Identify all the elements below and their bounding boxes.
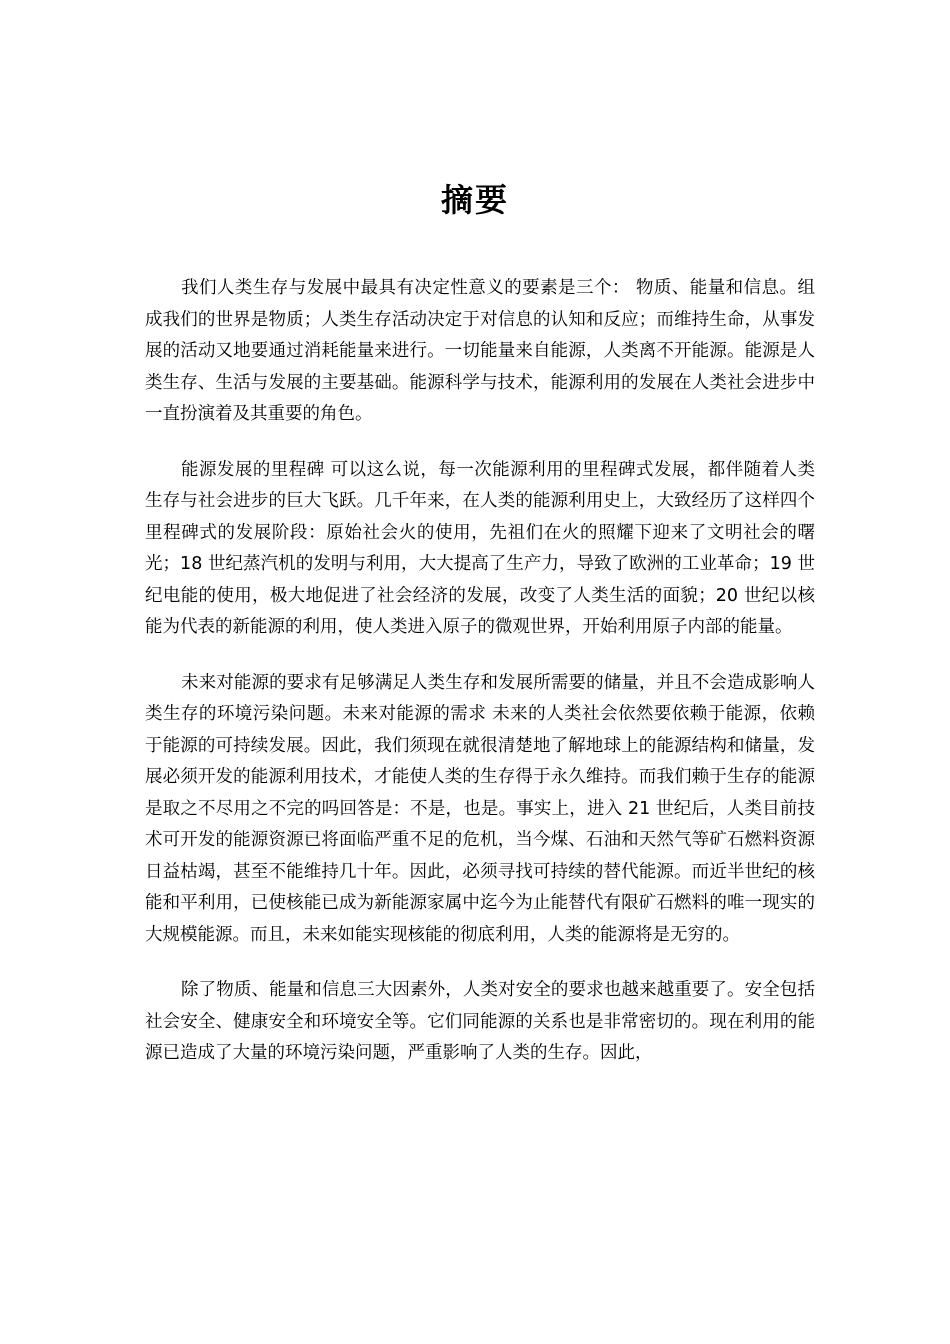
paragraph-3: 未来对能源的要求有足够满足人类生存和发展所需要的储量，并且不会造成影响人类生存的环境污染问题。未来对能源的需求 未来的人类社会依然要依赖于能源，依赖于能源的可持续发展。因此，我们须现在就很清楚地了解地球上的能源结构和储量，发展必须开发的能源利用技术，才能使人类的生存得于永久维持。而我们赖于生存的能源是取之不尽用之不完的吗回答是：不是，也是。事实上，进入 21 世纪后，人类目前技术可开发的能源资源已将面临严重不足的危机，当今煤、石油和天然气等矿石燃料资源日益枯竭，甚至不能维持几十年。因此，必须寻找可持续的替代能源。而近半世纪的核能和平利用，已使核能已成为新能源家属中迄今为止能替代有限矿石燃料的唯一现实的大规模能源。而且，未来如能实现核能的彻底利用，人类的能源将是无穷的。 [145,672,815,945]
paragraph-4: 除了物质、能量和信息三大因素外，人类对安全的要求也越来越重要了。安全包括社会安全、健康安全和环境安全等。它们同能源的关系也是非常密切的。现在利用的能源已造成了大量的环境污染问题，严重影响了人类的生存。因此， [145,980,815,1063]
page-title: 摘要 [440,181,509,219]
abstract-body [145,273,815,1070]
paragraph-2: 能源发展的里程碑 可以这么说，每一次能源利用的里程碑式发展，都伴随着人类生存与社会进步的巨大飞跃。几千年来，在人类的能源利用史上，大致经历了这样四个里程碑式的发展阶段：原始社会火的使用，先祖们在火的照耀下迎来了文明社会的曙光；18 世纪蒸汽机的发明与利用，大大提高了生产力，导致了欧洲的工业革命；19 世纪电能的使用，极大地促进了社会经济的发展，改变了人类生活的面貌；20 世纪以核能为代表的新能源的利用，使人类进入原子的微观世界，开始利用原子内部的能量。 [145,459,815,637]
paragraph-1: 我们人类生存与发展中最具有决定性意义的要素是三个： 物质、能量和信息。组成我们的世界是物质；人类生存活动决定于对信息的认知和反应；而维持生命，从事发展的活动又地要通过消耗能量来进行。一切能量来自能源，人类离不开能源。能源是人类生存、生活与发展的主要基础。能源科学与技术，能源利用的发展在人类社会进步中一直扮演着及其重要的角色。 [145,278,815,424]
